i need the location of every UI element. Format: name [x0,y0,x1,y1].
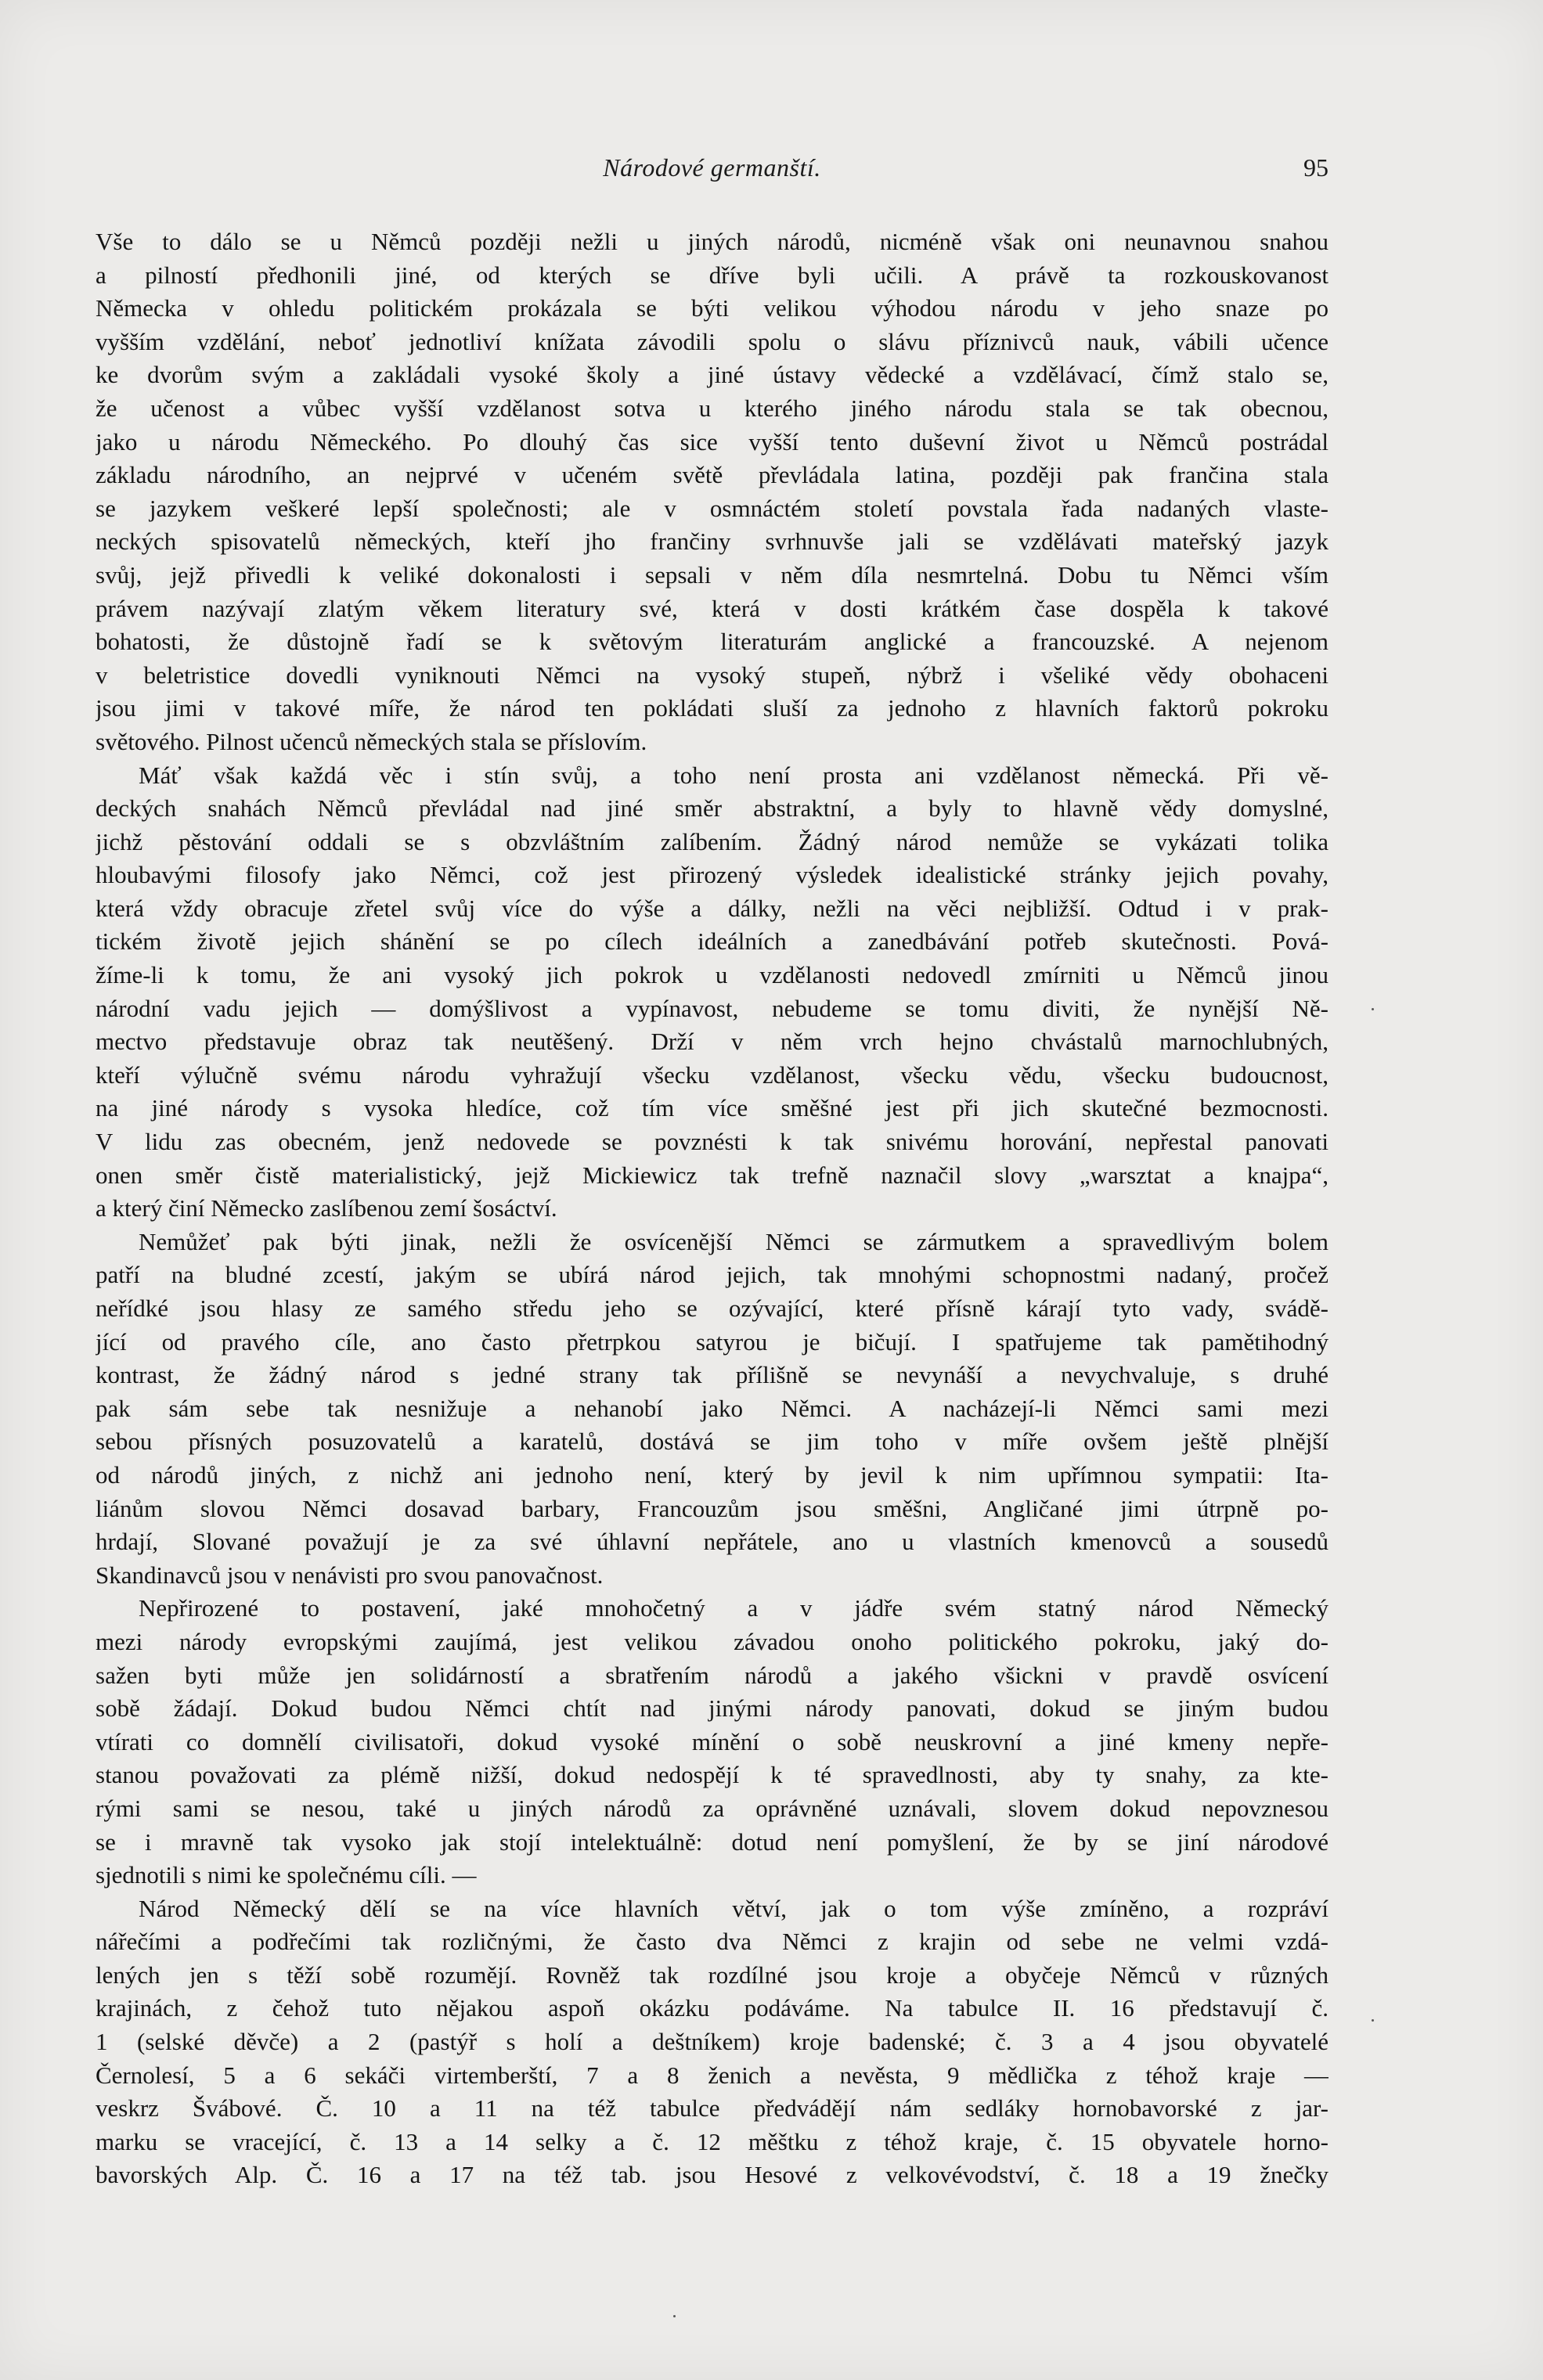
text-line: sažen byti může jen solidárností a sbratřením národů a jakého všickni v pravdě osvícení [96,1661,1328,1689]
text-line: se i mravně tak vysoko jak stojí intelektuálně: dotud není pomyšlení, že by se jiní národové [96,1827,1328,1856]
body-text [96,225,1328,2192]
text-line: kontrast, že žádný národ s jedné strany tak přílišně se nevynáší a nevychvaluje, s druhé [96,1361,1328,1389]
bottom-speck [673,2315,676,2317]
text-line: že učenost a vůbec vyšší vzdělanost sotva u kterého jiného národu stala se tak obecnou, [96,394,1328,422]
text-line: rými sami se nesou, také u jiných národů za oprávněné uznávali, slovem dokud nepovznesou [96,1794,1328,1822]
text-line: bavorských Alp. Č. 16 a 17 na též tab. jsou Hesové z velkovévodství, č. 18 a 19 žnečky [96,2161,1328,2189]
text-line: sobě žádají. Dokud budou Němci chtít nad jinými národy panovati, dokud se jiným budou [96,1694,1328,1723]
text-line: a který činí Německo zaslíbenou zemí šosáctví. [96,1194,557,1222]
text-line: vyšším vzdělání, neboť jednotliví knížata závodili spolu o slávu příznivců nauk, vábili učence [96,327,1328,355]
text-line: sjednotili s nimi ke společnému cíli. — [96,1861,477,1889]
text-line: základu národního, an nejprvé v učeném světě převládala latina, později pak frančina stala [96,461,1328,489]
text-line: sebou přísných posuzovatelů a karatelů, dostává se jim toho v míře ovšem ještě plnější [96,1428,1328,1456]
text-line: ke dvorům svým a zakládali vysoké školy a jiné ústavy vědecké a vzdělávací, čímž stalo se, [96,361,1328,389]
text-line: jichž pěstování oddali se s obzvláštním zalíbením. Žádný národ nemůže se vykázati tolika [96,827,1328,855]
text-line: lených jen s těží sobě rozumějí. Rovněž tak rozdílné jsou kroje a obyčeje Němců v různých [96,1961,1328,1989]
margin-speck [1372,1008,1374,1010]
text-line: Německa v ohledu politickém prokázala se býti velikou výhodou národu v jeho snaze po [96,294,1328,322]
text-line: žíme-li k tomu, že ani vysoký jich pokrok u vzdělanosti nedovedl zmírniti u Němců jinou [96,961,1328,989]
text-line: která vždy obracuje zřetel svůj více do výše a dálky, nežli na věci nejbližší. Odtud i v prak- [96,894,1328,922]
text-line: v beletristice dovedli vyniknouti Němci na vysoký stupeň, nýbrž i všeliké vědy obohaceni [96,661,1328,689]
text-line: mectvo představuje obraz tak neutěšený. Drží v něm vrch hejno chvástalů marnochlubných, [96,1028,1328,1056]
text-line: nářečími a podřečími tak rozličnými, že často dva Němci z krajin od sebe ne velmi vzdá- [96,1928,1328,1956]
text-line: Nemůžeť pak býti jinak, nežli že osvícenější Němci se zármutkem a spravedlivým bolem [139,1227,1328,1255]
text-line: krajinách, z čehož tuto nějakou aspoň okázku podáváme. Na tabulce II. 16 představují č. [96,1994,1328,2022]
text-line: Skandinavců jsou v nenávisti pro svou panovačnost. [96,1561,604,1589]
text-line: se jazykem veškeré lepší společnosti; ale v osmnáctém století povstala řada nadaných vlaste- [96,494,1328,522]
text-line: hrdají, Slované považují je za své úhlavní nepřátele, ano u vlastních kmenovců a sousedů [96,1528,1328,1556]
text-line: na jiné národy s vysoka hledíce, což tím více směšné jest při jich skutečné bezmocnosti. [96,1094,1328,1122]
text-line: neckých spisovatelů německých, kteří jho frančiny svrhnuvše jali se vzdělávati mateřský jazyk [96,527,1328,556]
text-line: stanou považovati za plémě nižší, dokud nedospějí k té spravedlnosti, aby ty snahy, za kte- [96,1761,1328,1789]
text-line: bohatosti, že důstojně řadí se k světovým literaturám anglické a francouzské. A nejenom [96,628,1328,656]
text-line: neřídké jsou hlasy ze samého středu jeho se ozývající, které přísně kárají tyto vady, svádě- [96,1294,1328,1322]
text-line: pak sám sebe tak nesnižuje a nehanobí jako Němci. A nacházejí-li Němci sami mezi [96,1394,1328,1422]
text-line: Černolesí, 5 a 6 sekáči virtemberští, 7 a 8 ženich a nevěsta, 9 mědlička z téhož kraje — [96,2061,1328,2089]
text-line: veskrz Švábové. Č. 10 a 11 na též tabulce předvádějí nám sedláky hornobavorské z jar- [96,2094,1328,2123]
text-line: hloubavými filosofy jako Němci, což jest přirozený výsledek idealistické stránky jejich povahy, [96,861,1328,889]
text-line: národní vadu jejich — domýšlivost a vypínavost, nebudeme se tomu diviti, že nynější Ně- [96,994,1328,1022]
text-line: liánům slovou Němci dosavad barbary, Francouzům jsou směšni, Angličané jimi útrpně po- [96,1494,1328,1522]
text-line: deckých snahách Němců převládal nad jiné směr abstraktní, a byly to hlavně vědy domyslné, [96,794,1328,823]
text-line: Vše to dálo se u Němců později nežli u jiných národů, nicméně však oni neunavnou snahou [96,228,1328,255]
text-line: patří na bludné zcestí, jakým se ubírá národ jejich, tak mnohými schopnostmi nadaný, pročež [96,1261,1328,1289]
text-line: kteří výlučně svému národu vyhražují všecku vzdělanost, všecku vědu, všecku budoucnost, [96,1060,1328,1089]
text-line: Nepřirozené to postavení, jaké mnohočetný a v jádře svém statný národ Německý [139,1594,1328,1622]
text-line: Národ Německý dělí se na více hlavních větví, jak o tom výše zmíněno, a rozpráví [139,1894,1328,1922]
running-title: Národové germanští. [603,153,821,182]
text-line: jící od pravého cíle, ano často přetrpkou satyrou je bičují. I spatřujeme tak pamětihodný [96,1327,1328,1356]
text-line: onen směr čistě materialistický, jejž Mickiewicz tak trefně naznačil slovy „warsztat a knajpa“, [96,1161,1328,1189]
text-line: V lidu zas obecném, jenž nedovede se povznésti k tak snivému horování, nepřestal panovati [96,1128,1328,1156]
text-line: a pilností předhonili jiné, od kterých se dříve byli učili. A právě ta rozkouskovanost [96,261,1328,289]
text-line: právem nazývají zlatým věkem literatury své, která v dosti krátkém čase dospěla k takové [96,594,1328,622]
page-header [96,153,1328,188]
text-line: svůj, jejž přivedli k veliké dokonalosti i sepsali v něm díla nesmrtelná. Dobu tu Němci vším [96,560,1328,589]
text-line: 1 (selské děvče) a 2 (pastýř s holí a deštníkem) kroje badenské; č. 3 a 4 jsou obyvatelé [96,2028,1328,2056]
text-line: vtírati co domnělí civilisatoři, dokud vysoké mínění o sobě neuskrovní a jiné kmeny nepře- [96,1727,1328,1755]
text-line: světového. Pilnost učenců německých stala se příslovím. [96,727,647,755]
text-line: od národů jiných, z nichž ani jednoho není, který by jevil k nim upřímnou sympatii: Ita- [96,1460,1328,1489]
margin-speck [1372,2019,1374,2022]
text-line: marku se vracející, č. 13 a 14 selky a č. 12 měštku z téhož kraje, č. 15 obyvatele horno- [96,2127,1328,2155]
text-line: jsou jimi v takové míře, že národ ten pokládati sluší za jednoho z hlavních faktorů pokroku [96,694,1328,722]
page-number: 95 [1303,153,1328,182]
text-line: tickém životě jejich shánění se po cílech ideálních a zanedbávání potřeb skutečnosti. Pová- [96,927,1328,956]
text-line: mezi národy evropskými zaujímá, jest velikou závadou onoho politického pokroku, jaký do- [96,1627,1328,1655]
text-line: Máť však každá věc i stín svůj, a toho není prosta ani vzdělanost německá. Při vě- [139,761,1328,789]
text-line: jako u národu Německého. Po dlouhý čas sice vyšší tento duševní život u Němců postrádal [96,427,1328,455]
